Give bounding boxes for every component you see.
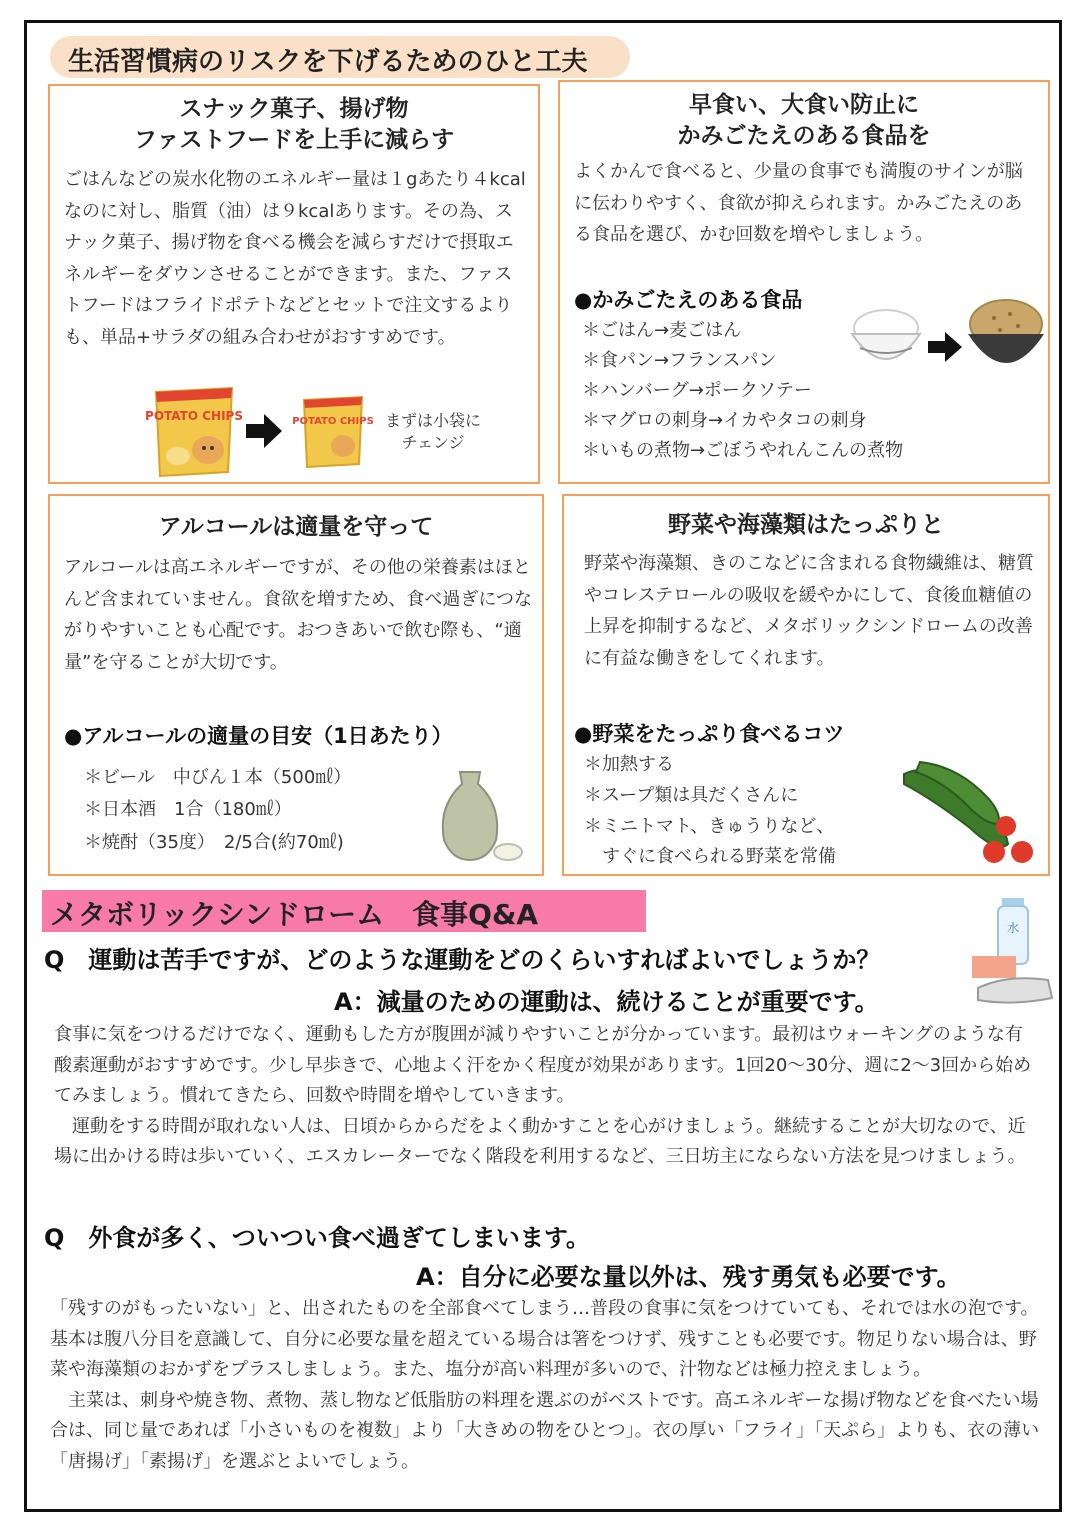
answer-2-paragraph: 「残すのがもったいない」と、出されたものを全部食べてしまう…普段の食事に気をつけていても、それでは水の泡です。基本は腹八分目を意識して、自分に必要な量を超えている場合は箸をつけず、残すことも必要です。物足りない場合は、野菜や海藻類のおかずをプラスしましょう。また、塩分が高い料理が多いので、汁物などは極力控えましょう。 [50,1298,1039,1380]
answer-2-paragraph: 主菜は、刺身や焼き物、煮物、蒸し物など低脂肪の料理を選ぶのがベストです。高エネルギーな揚げ物などを食べたい場合は、同じ量であれば「小さいものを複数」より「大きめの物をひとつ」。衣の厚い「フライ」「天ぷら」よりも、衣の薄い「唐揚げ」「素揚げ」を選ぶとよいでしょう。 [50,1389,1040,1472]
vegetable-item: ＊ミニトマト、きゅうりなど、 [584,816,835,837]
white-rice-bowl-icon [848,304,924,374]
vegetable-item: ＊スープ類は具だくさんに [584,785,799,806]
vegetable-item: すぐに食べられる野菜を常備 [584,846,836,867]
alcohol-subhead: ●アルコールの適量の目安（1日あたり） [64,724,453,748]
chips-bag-large-icon [145,386,243,478]
answer-2-text [50,1294,1044,1477]
vegetable-box [562,494,1050,876]
snack-title-1: スナック菓子、揚げ物 [179,96,409,122]
alcohol-title: アルコールは適量を守って [158,514,434,540]
sake-bottle-icon [430,766,530,866]
chewy-subhead: ●かみごたえのある食品 [574,288,803,312]
chewy-title-1: 早食い、大食い防止に [689,92,919,118]
alcohol-box [48,494,544,876]
answer-1-paragraph: 運動をする時間が取れない人は、日頃からからだをよく動かすことを心がけましょう。継続することが大切なので、近場に出かける時は歩いていく、エスカレーターでなく階段を利用するなど、三日坊主にならない方法を見つけましょう。 [54,1115,1026,1167]
answer-1: A：減量のための運動は、続けることが重要です。 [334,988,879,1016]
alcohol-body: アルコールは高エネルギーですが、その他の栄養素はほとんど含まれていません。食欲を増すため、食べ過ぎにつながりやすいことも心配です。おつきあいで飲む際も、“適量”を守ることが大切です。 [64,557,532,673]
chips-small-label: POTATO CHIPS [292,416,374,427]
snack-title-2: ファストフードを上手に減らす [133,127,455,153]
alcohol-item: ＊ビール 中びん１本（500㎖） [84,767,352,788]
chips-bag-small-icon [292,394,374,470]
chewy-item: ＊ハンバーグ→ポークソテー [582,380,812,401]
chips-caption-2: チェンジ [401,433,465,452]
chewy-item: ＊いもの煮物→ごぼうやれんこんの煮物 [582,440,904,461]
section-header-text: 生活習慣病のリスクを下げるためのひと工夫 [68,47,588,77]
alcohol-item: ＊焼酎（35度） 2/5合(約70㎖) [84,832,344,853]
cucumber-tomato-icon [894,754,1044,874]
chewy-title-2: かみごたえのある食品を [677,123,931,149]
question-2: Q 外食が多く、ついつい食べ過ぎてしまいます。 [44,1224,591,1252]
chips-large-label: POTATO CHIPS [145,409,243,423]
vegetable-subhead: ●野菜をたっぷり食べるコツ [574,722,845,746]
answer-2: A：自分に必要な量以外は、残す勇気も必要です。 [416,1263,961,1291]
chewy-item: ＊マグロの刺身→イカやタコの刺身 [582,410,867,431]
answer-1-paragraph: 食事に気をつけるだけでなく、運動もした方が腹囲が減りやすいことが分かっています。最初はウォーキングのような有酸素運動がおすすめです。少し早歩きで、心地よく汗をかく程度が効果があります。1回20～30分、週に2～3回から始めてみましょう。慣れてきたら、回数や時間を増やしていきます。 [54,1024,1032,1106]
bottle-label: 水 [1006,921,1020,935]
question-1: Q 運動は苦手ですが、どのような運動をどのくらいすればよいでしょうか？ [44,946,881,974]
chewy-item: ＊食パン→フランスパン [582,350,777,371]
vegetable-item: ＊加熱する [584,754,674,775]
snack-box [48,84,540,484]
vegetable-body: 野菜や海藻類、きのこなどに含まれる食物繊維は、糖質やコレステロールの吸収を緩やかにして、食後血糖値の上昇を抑制するなど、メタボリックシンドロームの改善に有益な働きをしてくれます。 [584,553,1034,669]
arrow-right-icon [928,332,962,362]
water-towel-shoes-icon [968,896,1058,1008]
barley-rice-bowl-icon [964,296,1048,376]
qa-heading-bar [42,890,646,932]
vegetable-title: 野菜や海藻類はたっぷりと [668,512,944,538]
chewy-item: ＊ごはん→麦ごはん [582,320,742,341]
chewy-food-box [558,80,1050,484]
qa-heading: メタボリックシンドローム 食事Q&A [50,898,539,931]
chewy-body: よくかんで食べると、少量の食事でも満腹のサインが脳に伝わりやすく、食欲が抑えられます。かみごたえのある食品を選び、かむ回数を増やしましょう。 [574,161,1023,245]
chips-caption-1: まずは小袋に [384,411,481,430]
alcohol-item: ＊日本酒 1合（180㎖） [84,799,292,820]
snack-body: ごはんなどの炭水化物のエネルギー量は１gあたり４kcalなのに対し、脂質（油）は９kcalあります。その為、スナック菓子、揚げ物を食べる機会を減らすだけで摂取エネルギーをダウンさせることができます。また、ファストフードはフライドポテトなどとセットで注文するよりも、単品+サラダの組み合わせがおすすめです。 [64,169,526,348]
answer-1-text [54,1020,1040,1173]
arrow-right-icon [246,414,282,448]
section-header [50,36,630,78]
